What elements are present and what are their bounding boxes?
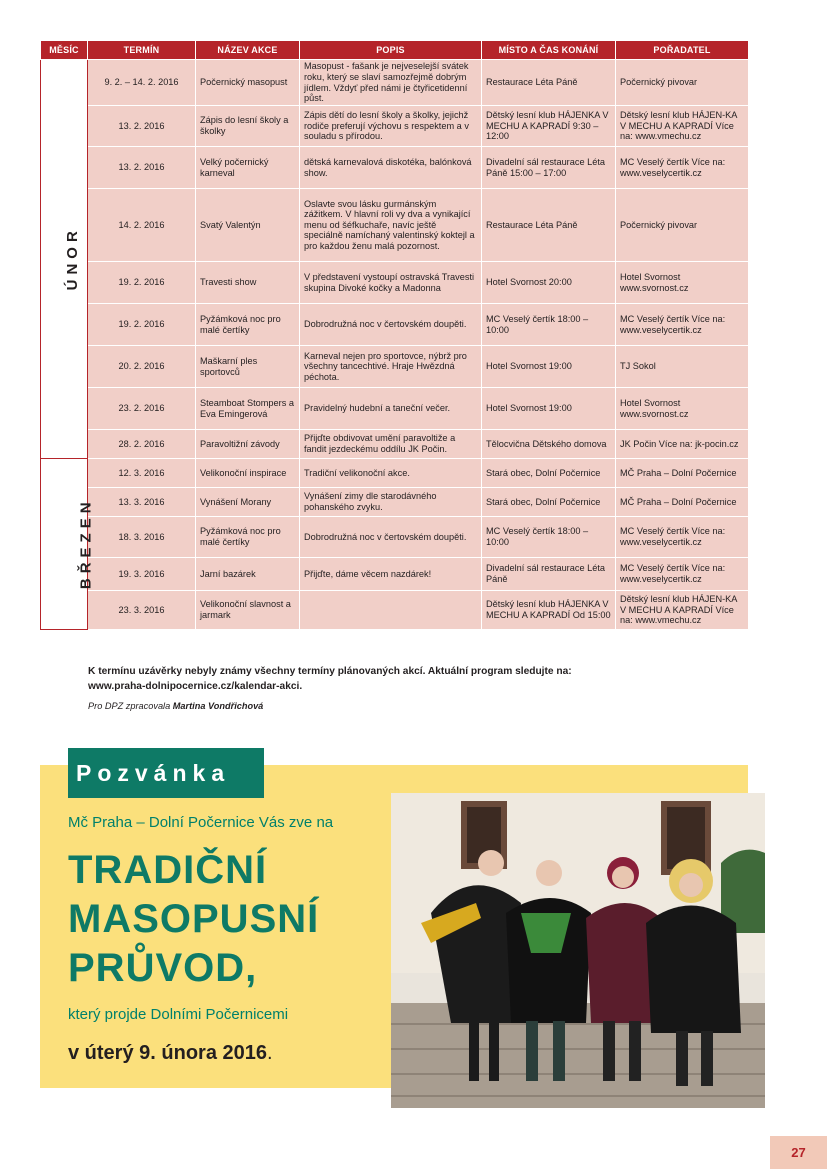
invitation-date-suffix: . [266, 1042, 273, 1064]
table-row [41, 346, 749, 388]
header-month: MĚSÍC [41, 41, 88, 60]
place-time-cell: Hotel Svornost 19:00 [482, 388, 616, 430]
date-cell: 23. 2. 2016 [88, 388, 196, 430]
event-name-cell: Travesti show [196, 262, 300, 304]
organizer-cell: Dětský lesní klub HÁJEN-KA V MECHU A KAPRADÍ Více na: www.vmechu.cz [616, 591, 749, 630]
header-description: POPIS [300, 41, 482, 60]
place-time-cell: Divadelní sál restaurace Léta Páně [482, 558, 616, 591]
month-cell [41, 459, 95, 630]
event-name-cell: Maškarní ples sportovců [196, 346, 300, 388]
date-cell: 19. 2. 2016 [88, 262, 196, 304]
event-name-cell: Velikonoční inspirace [196, 459, 300, 488]
header-event-name: NÁZEV AKCE [196, 41, 300, 60]
organizer-cell: Počernický pivovar [616, 189, 749, 262]
event-name-cell: Svatý Valentýn [196, 189, 300, 262]
table-row [41, 488, 749, 517]
date-cell: 13. 2. 2016 [88, 106, 196, 147]
table-row [41, 60, 749, 106]
page-number: 27 [770, 1136, 827, 1169]
table-row [41, 304, 749, 346]
closing-note [88, 664, 728, 694]
table-row [41, 517, 749, 558]
event-name-cell: Vynášení Morany [196, 488, 300, 517]
invitation-title: Pozvánka [68, 748, 264, 798]
organizer-cell: MČ Praha – Dolní Počernice [616, 459, 749, 488]
description-cell: Zápis dětí do lesní školy a školky, jejichž rodiče preferují výchovu s respektem a v souladu s přírodou. [300, 106, 482, 147]
month-label: ÚNOR [63, 226, 81, 291]
invitation-date-text: v úterý 9. února 2016 [68, 1042, 267, 1064]
date-cell: 19. 3. 2016 [88, 558, 196, 591]
date-cell: 18. 3. 2016 [88, 517, 196, 558]
organizer-cell: Počernický pivovar [616, 60, 749, 106]
event-name-cell: Velikonoční slavnost a jarmark [196, 591, 300, 630]
invitation-date [68, 1042, 273, 1065]
header-place-time: MÍSTO A ČAS KONÁNÍ [482, 41, 616, 60]
table-row [41, 591, 749, 630]
credit-author: Martina Vondřichová [172, 701, 264, 711]
credit-line [88, 701, 263, 711]
date-cell: 14. 2. 2016 [88, 189, 196, 262]
description-cell: Pravidelný hudební a taneční večer. [300, 388, 482, 430]
organizer-cell: MC Veselý čertík Více na: www.veselycertik.cz [616, 558, 749, 591]
invitation-headline [68, 846, 319, 993]
headline-line: PRŮVOD, [68, 946, 258, 990]
place-time-cell: MC Veselý čertík 18:00 – 10:00 [482, 517, 616, 558]
headline-line: MASOPUSNÍ [68, 897, 320, 941]
date-cell: 9. 2. – 14. 2. 2016 [88, 60, 196, 106]
event-name-cell: Pyžámková noc pro malé čertíky [196, 517, 300, 558]
organizer-cell: MC Veselý čertík Více na: www.veselycertik.cz [616, 517, 749, 558]
organizer-cell: Dětský lesní klub HÁJEN-KA V MECHU A KAPRADÍ Více na: www.vmechu.cz [616, 106, 749, 147]
place-time-cell: Dětský lesní klub HÁJENKA V MECHU A KAPRADÍ 9:30 – 12:00 [482, 106, 616, 147]
place-time-cell: Hotel Svornost 20:00 [482, 262, 616, 304]
description-cell: Tradiční velikonoční akce. [300, 459, 482, 488]
event-name-cell: Steamboat Stompers a Eva Emingerová [196, 388, 300, 430]
organizer-cell: MC Veselý čertík Více na: www.veselycertik.cz [616, 304, 749, 346]
description-cell: Karneval nejen pro sportovce, nýbrž pro všechny tancechtivé. Hraje Hwězdná péchota. [300, 346, 482, 388]
description-cell: Přijďte, dáme věcem nazdárek! [300, 558, 482, 591]
description-cell: Masopust - fašank je nejveselejší svátek roku, který se slaví samozřejmě dobrým jídlem. Vždyť před námi je čtyřicetidenní půst. [300, 60, 482, 106]
place-time-cell: Dětský lesní klub HÁJENKA V MECHU A KAPRADÍ Od 15:00 [482, 591, 616, 630]
place-time-cell: Hotel Svornost 19:00 [482, 346, 616, 388]
date-cell: 20. 2. 2016 [88, 346, 196, 388]
event-name-cell: Velký počernický karneval [196, 147, 300, 189]
event-name-cell: Paravoltižní závody [196, 430, 300, 459]
date-cell: 13. 3. 2016 [88, 488, 196, 517]
calendar-link[interactable]: www.praha-dolnipocernice.cz/kalendar-akci. [88, 681, 303, 692]
month-cell [41, 60, 88, 459]
invitation-route: který projde Dolními Počernicemi [68, 1006, 289, 1023]
table-row [41, 558, 749, 591]
date-cell: 23. 3. 2016 [88, 591, 196, 630]
date-cell: 28. 2. 2016 [88, 430, 196, 459]
organizer-cell: MC Veselý čertík Více na: www.veselycertik.cz [616, 147, 749, 189]
events-table [40, 40, 749, 630]
description-cell: Přijďte obdivovat umění paravoltiže a fandit jezdeckému oddílu JK Počin. [300, 430, 482, 459]
place-time-cell: Restaurace Léta Páně [482, 189, 616, 262]
organizer-cell: TJ Sokol [616, 346, 749, 388]
description-cell: Oslavte svou lásku gurmánským zážitkem. V hlavní roli vy dva a vynikající menu od šéfkuchaře, navíc ještě speciálně namíchaný valentinský koktejl a pro každou ženu malá pozornost. [300, 189, 482, 262]
place-time-cell: Tělocvična Dětského domova [482, 430, 616, 459]
description-cell: V představení vystoupí ostravská Travesti skupina Divoké kočky a Madonna [300, 262, 482, 304]
organizer-cell: JK Počin Více na: jk-pocin.cz [616, 430, 749, 459]
table-header-row [41, 41, 749, 60]
place-time-cell: Restaurace Léta Páně [482, 60, 616, 106]
table-row [41, 459, 749, 488]
headline-line: TRADIČNÍ [68, 848, 268, 892]
carnival-photo [391, 793, 765, 1108]
description-cell: Dobrodružná noc v čertovském doupěti. [300, 517, 482, 558]
description-cell: dětská karnevalová diskotéka, balónková show. [300, 147, 482, 189]
table-row [41, 430, 749, 459]
date-cell: 12. 3. 2016 [88, 459, 196, 488]
month-label: BŘEZEN [77, 497, 95, 590]
description-cell: Dobrodružná noc v čertovském doupěti. [300, 304, 482, 346]
place-time-cell: MC Veselý čertík 18:00 – 10:00 [482, 304, 616, 346]
header-date: TERMÍN [88, 41, 196, 60]
date-cell: 13. 2. 2016 [88, 147, 196, 189]
event-name-cell: Pyžámková noc pro malé čertíky [196, 304, 300, 346]
closing-note-text: K termínu uzávěrky nebyly známy všechny termíny plánovaných akcí. Aktuální program sledujte na: [88, 666, 572, 677]
table-row [41, 189, 749, 262]
event-name-cell: Zápis do lesní školy a školky [196, 106, 300, 147]
date-cell: 19. 2. 2016 [88, 304, 196, 346]
description-cell [300, 591, 482, 630]
place-time-cell: Stará obec, Dolní Počernice [482, 488, 616, 517]
table-row [41, 388, 749, 430]
event-name-cell: Počernický masopust [196, 60, 300, 106]
place-time-cell: Stará obec, Dolní Počernice [482, 459, 616, 488]
table-row [41, 147, 749, 189]
invitation-subtitle: Mč Praha – Dolní Počernice Vás zve na [68, 814, 334, 831]
event-name-cell: Jarní bazárek [196, 558, 300, 591]
header-organizer: POŘADATEL [616, 41, 749, 60]
organizer-cell: Hotel Svornost www.svornost.cz [616, 388, 749, 430]
organizer-cell: MČ Praha – Dolní Počernice [616, 488, 749, 517]
organizer-cell: Hotel Svornost www.svornost.cz [616, 262, 749, 304]
credit-prefix: Pro DPZ zpracovala [88, 701, 173, 711]
place-time-cell: Divadelní sál restaurace Léta Páně 15:00 – 17:00 [482, 147, 616, 189]
table-row [41, 106, 749, 147]
description-cell: Vynášení zimy dle starodávného pohanského zvyku. [300, 488, 482, 517]
table-row [41, 262, 749, 304]
